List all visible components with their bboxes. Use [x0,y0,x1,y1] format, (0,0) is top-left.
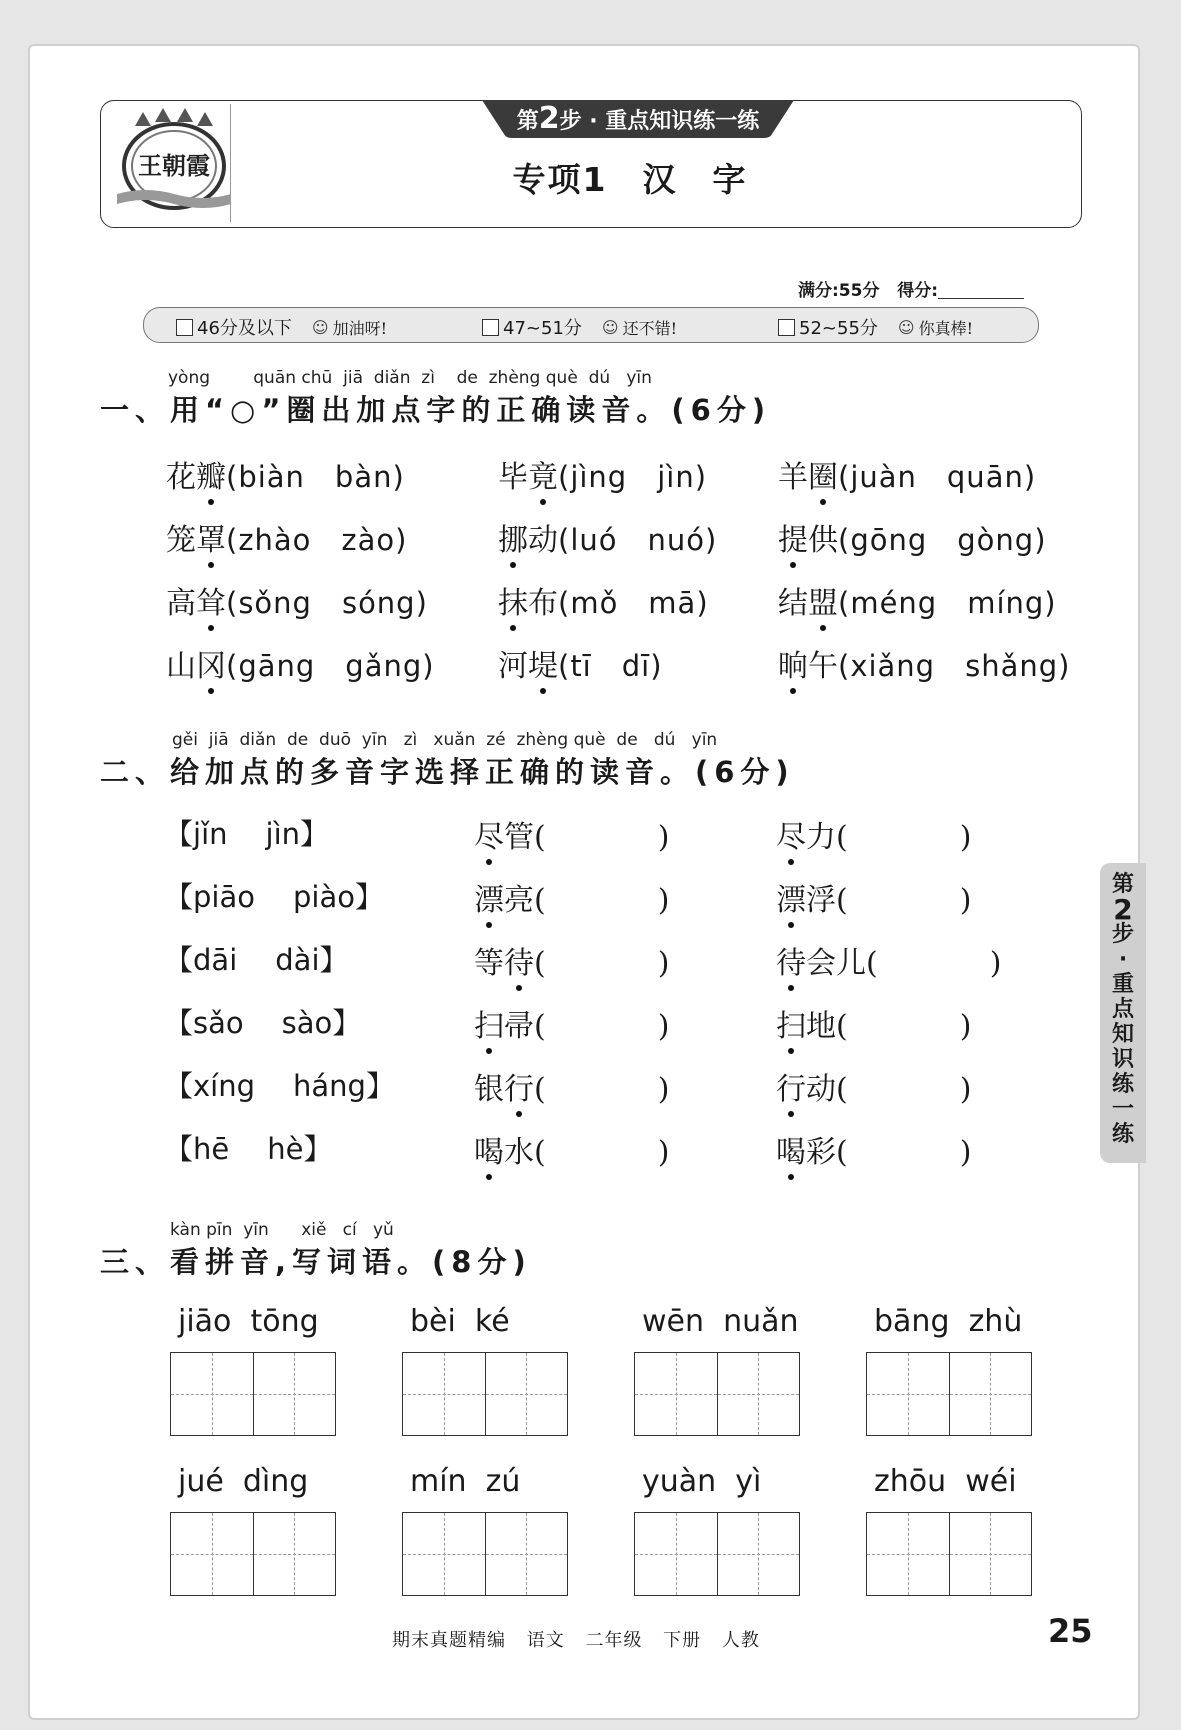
dotted-char: 堤 [528,641,558,685]
page-number: 25 [1048,1612,1093,1650]
polyphone-word: 尽管( ) [474,812,669,856]
dotted-char: 挪 [498,515,528,559]
pinyin-option: dài [275,943,320,977]
word-char: 动 [806,1072,836,1107]
pinyin-options[interactable]: (juàn quān) [838,460,1037,494]
pinyin-options[interactable]: (tī dī) [558,649,663,683]
reading-item [778,452,1036,496]
pinyin-option: jǐn [193,817,228,851]
side-tab-char: · [1118,947,1128,972]
word-char: 河 [498,649,528,684]
page-title: 专项1 汉 字 [512,160,748,199]
pinyin-syllable: jué [178,1464,224,1499]
dotted-char: 竟 [528,452,558,496]
dotted-char: 圈 [808,452,838,496]
pinyin-pair: 【xíng háng】 [164,1069,395,1103]
section1-title: 一、用“○”圈出加点字的正确读音。(6分) [100,393,772,427]
pinyin-word [642,1304,799,1339]
polyphone-word: 扫帚( ) [474,1001,669,1045]
face-icon: ☺ [601,317,619,337]
word-char: 彩 [806,1135,836,1170]
pinyin-option: háng [293,1069,366,1103]
face-icon: ☺ [311,317,329,337]
pinyin-word [874,1464,1017,1499]
pinyin-syllable: ké [474,1304,510,1339]
side-tab-label [1100,872,1146,1147]
side-tab-char: 步 [1111,922,1134,947]
pinyin-syllable: zú [485,1464,521,1499]
polyphone-word: 等待( ) [474,938,669,982]
polyphone-word: 喝彩( ) [776,1127,971,1171]
rating-checkbox[interactable] [482,319,499,336]
word-char: 结 [778,586,808,621]
grid-cell[interactable] [485,1353,568,1435]
section3-title: 三、看拼音,写词语。(8分) [100,1245,532,1279]
dotted-char: 尽 [474,812,504,856]
grid-cell[interactable] [403,1513,485,1595]
polyphone-word: 漂浮( ) [776,875,971,919]
grid-cell[interactable] [403,1353,485,1435]
dotted-char: 待 [776,938,806,982]
word-char: 管 [504,820,534,855]
rating-high: 52~55分 ☺ 你真棒! [778,314,973,340]
side-tab-char: 2 [1113,893,1133,926]
word-char: 亮 [504,883,534,918]
pinyin-word [178,1464,308,1499]
pinyin-syllable: bāng [874,1304,950,1339]
word-char: 高 [166,586,196,621]
pinyin-options[interactable]: (gāng gǎng) [226,649,435,683]
grid-cell[interactable] [635,1353,717,1435]
grid-cell[interactable] [253,1353,336,1435]
face-icon: ☺ [897,317,915,337]
dotted-char: 行 [504,1064,534,1108]
pinyin-option: jìn [265,817,301,851]
pinyin-option: piāo [193,880,255,914]
dotted-char: 抹 [498,578,528,622]
word-char: 午 [808,649,838,684]
grid-cell[interactable] [949,1353,1032,1435]
pinyin-syllable: bèi [410,1304,456,1339]
full-score: 满分:55分 [798,281,880,301]
section2-pinyin: gěi jiā diǎn de duō yīn zì xuǎn zé zhèng què de dú yīn [172,730,718,750]
pinyin-word [178,1304,319,1339]
writing-grid[interactable] [634,1352,800,1436]
pinyin-options[interactable]: (zhào zào) [226,523,408,557]
pinyin-word [642,1464,761,1499]
rating-checkbox[interactable] [176,319,193,336]
dotted-char: 待 [504,938,534,982]
side-tab-char: 点 [1111,997,1134,1022]
word-char: 供 [808,523,838,558]
side-tab-char: 重 [1111,972,1134,997]
grid-cell[interactable] [717,1513,800,1595]
dotted-char: 晌 [778,641,808,685]
reading-item [498,578,709,622]
pinyin-pair: 【hē hè】 [164,1132,333,1166]
reading-item [166,578,428,622]
pinyin-syllable: wēn [642,1304,705,1339]
dotted-char: 耸 [196,578,226,622]
dotted-char: 扫 [474,1001,504,1045]
grid-cell[interactable] [171,1513,253,1595]
writing-grid[interactable] [866,1352,1032,1436]
dotted-char: 提 [778,515,808,559]
pinyin-option: sào [281,1006,333,1040]
pinyin-syllable: mín [410,1464,467,1499]
grid-cell[interactable] [253,1513,336,1595]
side-tab-char: 一 [1111,1097,1134,1122]
pinyin-options[interactable]: (mǒ mā) [558,586,709,620]
reading-item [166,452,405,496]
pinyin-syllable: dìng [242,1464,309,1499]
word-char: 山 [166,649,196,684]
pinyin-options[interactable]: (xiǎng shǎng) [838,649,1071,683]
section2-title: 二、给加点的多音字选择正确的读音。(6分) [100,755,795,789]
word-char: 浮 [806,883,836,918]
word-char: 羊 [778,460,808,495]
section3-pinyin: kàn pīn yīn xiě cí yǔ [170,1220,394,1240]
writing-grid[interactable] [634,1512,800,1596]
pinyin-syllable: tōng [250,1304,319,1339]
grid-cell[interactable] [635,1513,717,1595]
pinyin-pair: 【jǐn jìn】 [164,817,330,851]
polyphone-word: 尽力( ) [776,812,971,856]
dotted-char: 扫 [776,1001,806,1045]
word-char: 布 [528,586,558,621]
pinyin-option: hè [267,1132,304,1166]
polyphone-word: 银行( ) [474,1064,669,1108]
footer-text: 期末真题精编 语文 二年级 下册 人教 [392,1630,760,1651]
writing-grid[interactable] [170,1512,336,1596]
pinyin-pair: 【sǎo sào】 [164,1006,362,1040]
step-label: 第2步 · 重点知识练一练 [516,101,760,136]
pinyin-syllable: nuǎn [723,1304,799,1339]
side-tab-char: 知 [1111,1022,1134,1047]
reading-item [778,641,1070,685]
pinyin-pair: 【piāo piào】 [164,880,384,914]
pinyin-option: piào [293,880,355,914]
rating-low: 46分及以下 ☺ 加油呀! [176,314,387,340]
score-blank[interactable] [938,284,1024,299]
polyphone-word: 喝水( ) [474,1127,669,1171]
word-char: 花 [166,460,196,495]
rating-mid: 47~51分 ☺ 还不错! [482,314,677,340]
pinyin-word [410,1304,510,1339]
side-tab-char: 识 [1111,1047,1134,1072]
pinyin-pair: 【dāi dài】 [164,943,349,977]
grid-cell[interactable] [867,1513,949,1595]
word-char: 动 [528,523,558,558]
side-tab-char: 练 [1111,1122,1134,1147]
pinyin-options[interactable]: (luó nuó) [558,523,718,557]
reading-item [166,641,435,685]
pinyin-option: sǎo [193,1006,244,1040]
dotted-char: 行 [776,1064,806,1108]
polyphone-word: 扫地( ) [776,1001,971,1045]
dotted-char: 喝 [474,1127,504,1171]
pinyin-syllable: wéi [965,1464,1017,1499]
pinyin-options[interactable]: (jìng jìn) [558,460,708,494]
reading-item [166,515,407,559]
word-char: 帚 [504,1009,534,1044]
dotted-char: 盟 [808,578,838,622]
dotted-char: 漂 [776,875,806,919]
pinyin-syllable: zhù [968,1304,1023,1339]
writing-grid[interactable] [402,1512,568,1596]
dotted-char: 喝 [776,1127,806,1171]
pinyin-option: dāi [193,943,238,977]
score-line [798,276,1024,301]
pinyin-syllable: yì [735,1464,762,1499]
word-char: 等 [474,946,504,981]
dotted-char: 漂 [474,875,504,919]
logo-text: 王朝霞 [138,151,210,180]
pinyin-option: xíng [193,1069,256,1103]
grid-cell[interactable] [949,1513,1032,1595]
side-tab-char: 第 [1111,872,1134,897]
pinyin-word [874,1304,1022,1339]
pinyin-syllable: jiāo [178,1304,232,1339]
side-tab-char: 练 [1111,1072,1134,1097]
pinyin-option: hē [193,1132,230,1166]
section1-pinyin: yòng quān chū jiā diǎn zì de zhèng què dú yīn [168,368,652,388]
grid-cell[interactable] [171,1353,253,1435]
word-char: 银 [474,1072,504,1107]
pinyin-options[interactable]: (méng míng) [838,586,1057,620]
polyphone-word: 行动( ) [776,1064,971,1108]
word-char: 力 [806,820,836,855]
grid-cell[interactable] [717,1353,800,1435]
word-char: 地 [806,1009,836,1044]
score-label: 得分: [897,281,939,301]
pinyin-options[interactable]: (biàn bàn) [226,460,405,494]
dotted-char: 罩 [196,515,226,559]
reading-item [498,515,717,559]
polyphone-word: 漂亮( ) [474,875,669,919]
word-char: 会儿 [806,946,866,981]
header-divider [230,104,231,222]
dotted-char: 尽 [776,812,806,856]
writing-grid[interactable] [402,1352,568,1436]
reading-item [498,452,707,496]
polyphone-word: 待会儿( ) [776,938,1001,982]
dotted-char: 瓣 [196,452,226,496]
pinyin-options[interactable]: (gōng gòng) [838,523,1047,557]
writing-grid[interactable] [170,1352,336,1436]
grid-cell[interactable] [867,1353,949,1435]
pinyin-options[interactable]: (sǒng sóng) [226,586,428,620]
rating-checkbox[interactable] [778,319,795,336]
reading-item [778,515,1047,559]
pinyin-word [410,1464,520,1499]
reading-item [778,578,1057,622]
grid-cell[interactable] [485,1513,568,1595]
brand-logo [115,108,233,220]
word-char: 笼 [166,523,196,558]
word-char: 水 [504,1135,534,1170]
pinyin-syllable: zhōu [874,1464,947,1499]
writing-grid[interactable] [866,1512,1032,1596]
dotted-char: 冈 [196,641,226,685]
reading-item [498,641,663,685]
pinyin-syllable: yuàn [642,1464,717,1499]
word-char: 毕 [498,460,528,495]
